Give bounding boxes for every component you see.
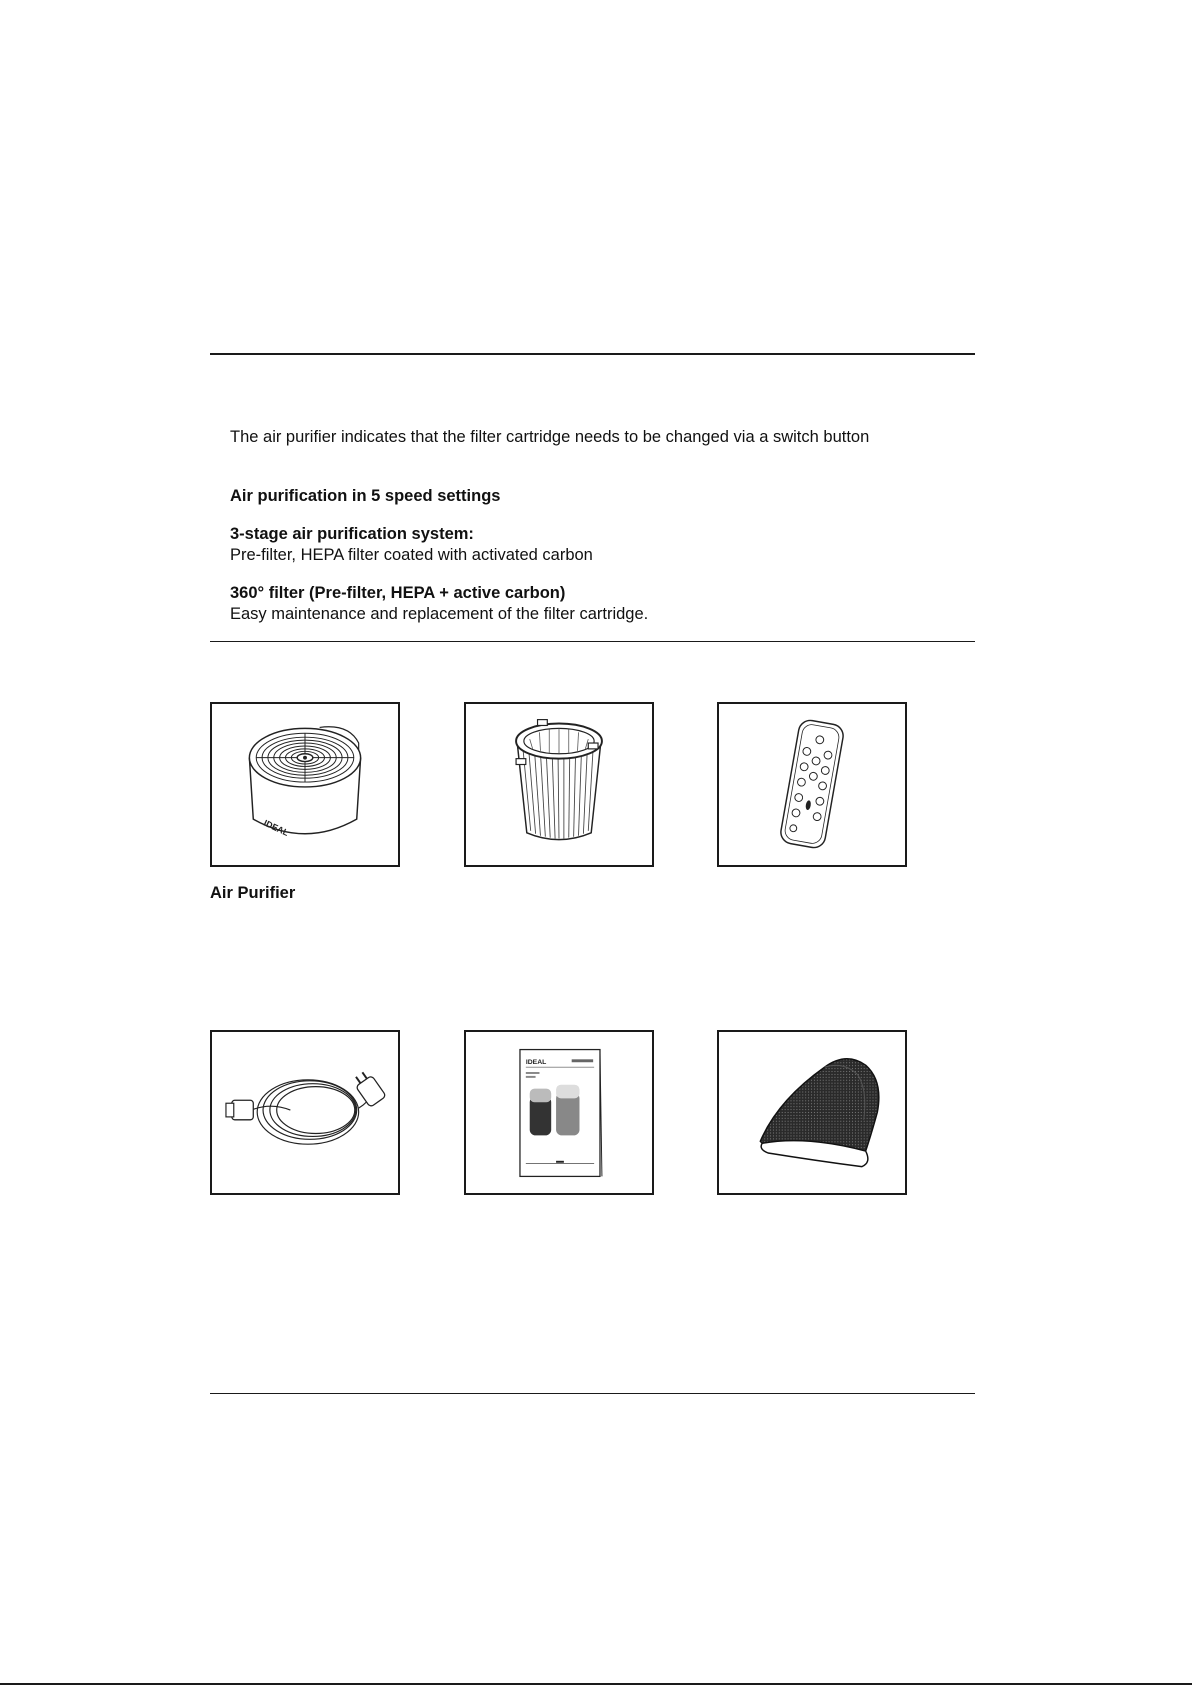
air-purifier-image xyxy=(210,702,400,867)
indicator-text: The air purifier indicates that the filter cartridge needs to be changed via a switch button xyxy=(230,428,870,446)
user-manual-image xyxy=(464,1030,654,1195)
stage-system-text: Pre-filter, HEPA filter coated with activated carbon xyxy=(230,546,593,564)
filter-sleeve-illustration xyxy=(719,1032,905,1193)
user-manual-illustration xyxy=(466,1032,652,1193)
filter-sleeve-image xyxy=(717,1030,907,1195)
filter-heading: 360° filter (Pre-filter, HEPA + active carbon) xyxy=(230,584,566,602)
middle-divider xyxy=(210,641,975,642)
remote-control-illustration xyxy=(719,704,905,865)
purifier-logo-text: IDEAL xyxy=(262,817,291,838)
top-divider xyxy=(210,353,975,355)
power-cable-illustration xyxy=(212,1032,398,1193)
power-cable-image xyxy=(210,1030,400,1195)
filter-cartridge-image xyxy=(464,702,654,867)
manual-logo-text: IDEAL xyxy=(525,1059,547,1067)
filter-text: Easy maintenance and replacement of the filter cartridge. xyxy=(230,605,649,623)
air-purifier-caption: Air Purifier xyxy=(210,884,296,902)
stage-system-heading: 3-stage air purification system: xyxy=(230,525,474,543)
remote-control-image xyxy=(717,702,907,867)
filter-cartridge-illustration xyxy=(466,704,652,865)
bottom-divider xyxy=(210,1393,975,1394)
speed-settings-heading: Air purification in 5 speed settings xyxy=(230,487,501,505)
air-purifier-illustration xyxy=(212,704,398,865)
